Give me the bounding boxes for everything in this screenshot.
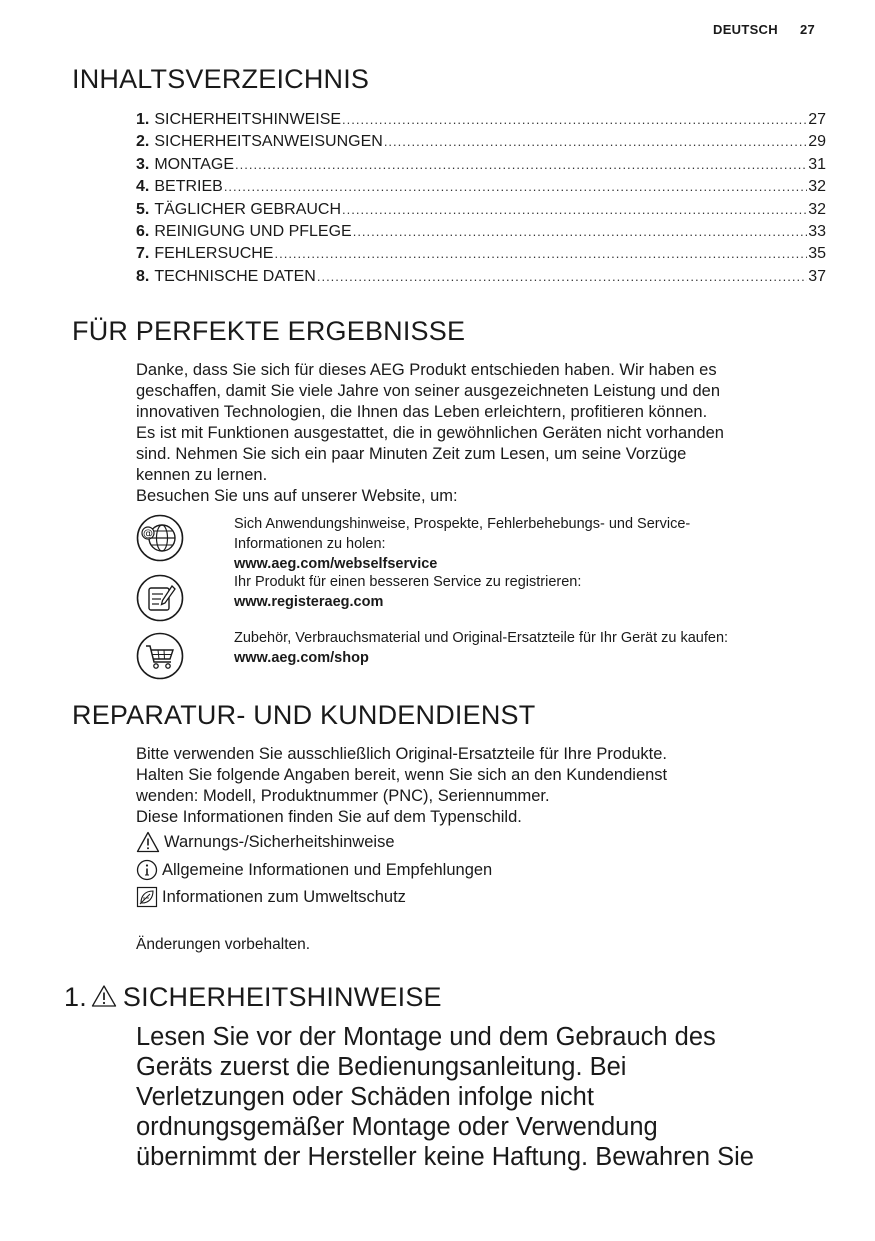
service-description: Informationen zu holen: <box>234 536 386 552</box>
legend-info <box>136 859 492 881</box>
section-title: SICHERHEITSHINWEISE <box>122 982 442 1012</box>
header-language: DEUTSCH <box>713 22 778 37</box>
repair-paragraph <box>136 744 816 828</box>
toc-entry-number: 1. <box>136 111 150 128</box>
toc-entry-page: 29 <box>808 133 826 151</box>
paragraph-line: Verletzungen oder Schäden infolge nicht <box>136 1083 594 1111</box>
info-circle-icon <box>136 859 158 881</box>
service-link[interactable]: www.registeraeg.com <box>234 594 384 610</box>
intro-paragraph <box>136 360 816 507</box>
toc-entry-number: 8. <box>136 267 150 285</box>
repair-service-heading: REPARATUR- UND KUNDENDIENST <box>72 700 536 730</box>
globe-at-icon <box>136 514 184 562</box>
page-number: 27 <box>799 22 815 37</box>
legend-warning <box>136 831 395 853</box>
service-description: Zubehör, Verbrauchsmaterial und Original-Ersatzteile für Ihr Gerät zu kaufen: <box>234 630 729 646</box>
toc-entry-number: 7. <box>136 245 150 263</box>
paragraph-line: innovativen Technologien, die Ihnen das Leben erleichtern, profitieren können. <box>136 403 708 421</box>
toc-entry-page: 35 <box>808 245 826 263</box>
toc-entry-number: 6. <box>136 222 150 240</box>
changes-note: Änderungen vorbehalten. <box>136 936 311 953</box>
toc-entry[interactable] <box>136 201 826 223</box>
paragraph-line: übernimmt der Hersteller keine Haftung. Bewahren Sie <box>136 1143 754 1171</box>
toc-leader-dots <box>342 112 807 127</box>
toc-leader-dots <box>274 246 807 261</box>
table-of-contents <box>136 111 826 290</box>
legend-environment-label: Informationen zum Umweltschutz <box>162 887 406 906</box>
safety-heading <box>64 982 442 1013</box>
toc-entry-title: TECHNISCHE DATEN <box>154 267 316 285</box>
paragraph-line: wenden: Modell, Produktnummer (PNC), Seriennummer. <box>136 787 550 805</box>
toc-leader-dots <box>342 202 807 217</box>
paragraph-line: Bitte verwenden Sie ausschließlich Original-Ersatzteile für Ihre Produkte. <box>136 745 667 763</box>
toc-entry[interactable] <box>136 223 826 245</box>
paragraph-line: Geräts zuerst die Bedienungsanleitung. Bei <box>136 1053 627 1081</box>
register-form-icon <box>136 574 184 622</box>
toc-entry-title: SICHERHEITSHINWEISE <box>154 111 342 128</box>
toc-entry-page: 33 <box>808 222 826 240</box>
toc-entry[interactable] <box>136 156 826 178</box>
legend-environment <box>136 886 406 908</box>
toc-entry-number: 5. <box>136 200 150 218</box>
service-description: Sich Anwendungshinweise, Prospekte, Fehlerbehebungs- und Service- <box>234 516 691 532</box>
paragraph-line: Danke, dass Sie sich für dieses AEG Produkt entschieden haben. Wir haben es <box>136 361 717 379</box>
perfect-results-heading: FÜR PERFEKTE ERGEBNISSE <box>72 316 466 346</box>
toc-entry-page: 32 <box>808 200 826 218</box>
paragraph-line: geschaffen, damit Sie viele Jahre von seiner ausgezeichneten Leistung und den <box>136 382 721 400</box>
section-number: 1. <box>64 982 87 1012</box>
paragraph-line: Besuchen Sie uns auf unserer Website, um: <box>136 487 458 505</box>
paragraph-line: Lesen Sie vor der Montage und dem Gebrauch des <box>136 1023 716 1051</box>
toc-entry-title: TÄGLICHER GEBRAUCH <box>154 200 342 218</box>
paragraph-line: kennen zu lernen. <box>136 466 268 484</box>
toc-entry[interactable] <box>136 133 826 155</box>
toc-entry[interactable] <box>136 245 826 267</box>
toc-entry-title: BETRIEB <box>154 178 223 196</box>
toc-entry-page: 27 <box>808 111 826 128</box>
toc-entry-page: 37 <box>808 267 826 285</box>
toc-entry-number: 3. <box>136 155 150 173</box>
svg-text:@: @ <box>143 528 153 540</box>
toc-leader-dots <box>317 269 807 284</box>
warning-triangle-icon <box>136 831 160 853</box>
leaf-icon <box>136 886 158 908</box>
service-description: Ihr Produkt für einen besseren Service zu registrieren: <box>234 574 582 590</box>
safety-intro-paragraph <box>136 1022 816 1172</box>
toc-entry-number: 4. <box>136 178 150 196</box>
shopping-cart-icon <box>136 632 184 680</box>
paragraph-line: sind. Nehmen Sie sich ein paar Minuten Zeit zum Lesen, um seine Vorzüge <box>136 445 687 463</box>
toc-leader-dots <box>224 179 807 194</box>
toc-heading: INHALTSVERZEICHNIS <box>72 64 370 94</box>
toc-leader-dots <box>384 134 807 149</box>
warning-triangle-icon <box>91 984 117 1008</box>
service-link[interactable]: www.aeg.com/shop <box>234 650 369 666</box>
paragraph-line: Es ist mit Funktionen ausgestattet, die in gewöhnlichen Geräten nicht vorhanden <box>136 424 724 442</box>
toc-entry-title: MONTAGE <box>154 155 235 173</box>
toc-entry-title: SICHERHEITSANWEISUNGEN <box>154 133 383 151</box>
toc-leader-dots <box>235 157 807 172</box>
toc-entry[interactable] <box>136 111 826 133</box>
legend-info-label: Allgemeine Informationen und Empfehlungen <box>162 860 493 879</box>
toc-entry-title: FEHLERSUCHE <box>154 245 274 263</box>
page-header <box>713 22 815 37</box>
paragraph-line: Halten Sie folgende Angaben bereit, wenn Sie sich an den Kundendienst <box>136 766 668 784</box>
paragraph-line: ordnungsgemäßer Montage oder Verwendung <box>136 1113 658 1141</box>
toc-entry-title: REINIGUNG UND PFLEGE <box>154 222 352 240</box>
toc-entry[interactable] <box>136 178 826 200</box>
legend-warning-label: Warnungs-/Sicherheitshinweise <box>164 832 395 851</box>
service-link[interactable]: www.aeg.com/webselfservice <box>234 556 438 572</box>
toc-leader-dots <box>353 224 808 239</box>
paragraph-line: Diese Informationen finden Sie auf dem Typenschild. <box>136 808 522 826</box>
toc-entry-number: 2. <box>136 133 150 151</box>
toc-entry-page: 31 <box>808 155 826 173</box>
toc-entry-page: 32 <box>808 178 826 196</box>
toc-entry[interactable] <box>136 268 826 290</box>
